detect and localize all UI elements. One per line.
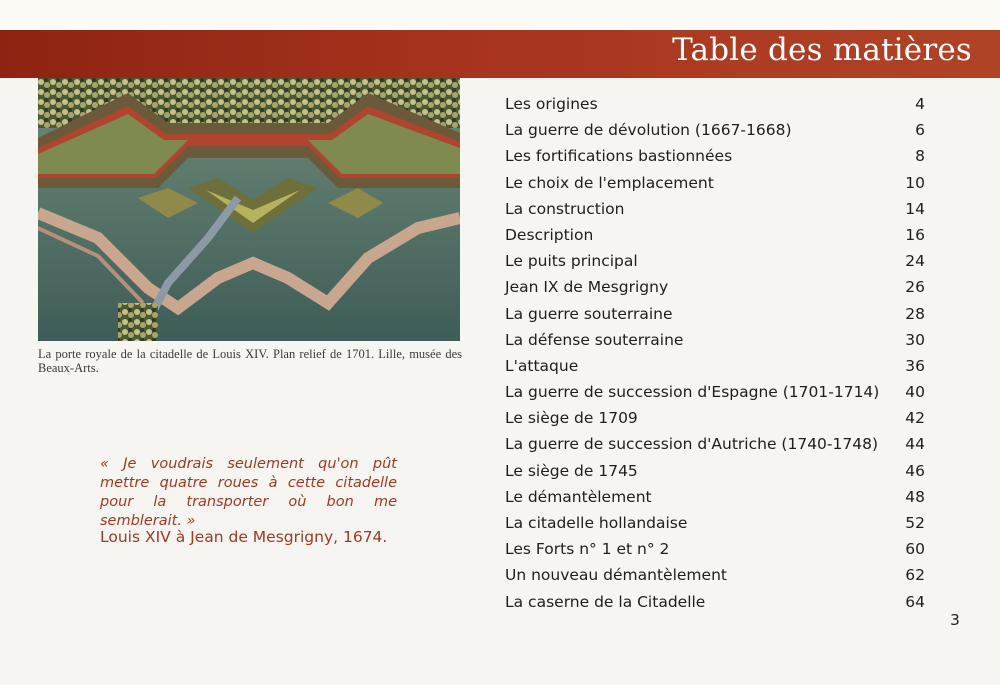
toc-entry[interactable] bbox=[505, 379, 925, 405]
toc-entry-page: 64 bbox=[905, 592, 925, 611]
toc-entry-page: 30 bbox=[905, 330, 925, 349]
toc-entry[interactable] bbox=[505, 196, 925, 222]
toc-entry-page: 44 bbox=[905, 435, 925, 454]
page-title: Table des matières bbox=[672, 32, 972, 68]
toc-entry-page: 16 bbox=[905, 225, 925, 244]
toc-entry[interactable] bbox=[505, 170, 925, 196]
toc-entry[interactable] bbox=[505, 143, 925, 169]
toc-entry-title: La guerre souterraine bbox=[505, 304, 673, 323]
toc-entry[interactable] bbox=[505, 589, 925, 615]
toc-entry-page: 26 bbox=[905, 278, 925, 297]
toc-entry[interactable] bbox=[505, 484, 925, 510]
toc-entry-title: Les origines bbox=[505, 95, 598, 113]
toc-entry-title: Le puits principal bbox=[505, 252, 638, 271]
toc-entry-page: 14 bbox=[905, 199, 925, 218]
citadel-relief-model-photo bbox=[38, 78, 460, 341]
toc-entry[interactable] bbox=[505, 301, 925, 327]
toc-entry[interactable] bbox=[505, 405, 925, 431]
toc-entry-page: 62 bbox=[905, 566, 925, 585]
toc-entry[interactable] bbox=[505, 510, 925, 536]
toc-entry-page: 24 bbox=[905, 252, 925, 271]
toc-entry-page: 52 bbox=[905, 514, 925, 532]
toc-entry-title: La construction bbox=[505, 199, 625, 218]
citadel-model-illustration bbox=[38, 78, 460, 341]
toc-entry-page: 46 bbox=[905, 461, 925, 480]
toc-entry[interactable] bbox=[505, 274, 925, 300]
toc-entry-page: 48 bbox=[905, 487, 925, 506]
toc-entry[interactable] bbox=[505, 91, 925, 117]
toc-entry[interactable] bbox=[505, 327, 925, 353]
toc-entry-title: Le démantèlement bbox=[505, 487, 652, 506]
toc-entry-title: Le siège de 1745 bbox=[505, 461, 638, 480]
toc-entry-title: La guerre de succession d'Autriche (1740-1748) bbox=[505, 435, 878, 454]
toc-entry-title: Jean IX de Mesgrigny bbox=[505, 278, 669, 297]
toc-entry[interactable] bbox=[505, 117, 925, 143]
toc-entry-title: Le choix de l'emplacement bbox=[505, 173, 714, 192]
toc-entry-page: 6 bbox=[915, 121, 925, 140]
toc-entry[interactable] bbox=[505, 458, 925, 484]
toc-entry[interactable] bbox=[505, 222, 925, 248]
toc-entry[interactable] bbox=[505, 536, 925, 562]
toc-entry-title: La citadelle hollandaise bbox=[505, 514, 688, 532]
toc-entry-title: Les fortifications bastionnées bbox=[505, 147, 733, 166]
toc-entry-page: 60 bbox=[905, 540, 925, 559]
toc-entry[interactable] bbox=[505, 431, 925, 457]
table-of-contents bbox=[505, 91, 925, 615]
toc-entry-title: Les Forts n° 1 et n° 2 bbox=[505, 540, 670, 559]
toc-entry-page: 42 bbox=[905, 409, 925, 428]
toc-entry-page: 40 bbox=[905, 383, 925, 402]
toc-entry-title: La caserne de la Citadelle bbox=[505, 592, 706, 611]
toc-entry[interactable] bbox=[505, 353, 925, 379]
toc-entry-page: 36 bbox=[905, 356, 925, 375]
toc-entry-title: Le siège de 1709 bbox=[505, 409, 638, 428]
quote-source: Louis XIV à Jean de Mesgrigny, 1674. bbox=[100, 528, 388, 546]
photo-caption: La porte royale de la citadelle de Louis XIV. Plan relief de 1701. Lille, musée des Beaux-Arts. bbox=[38, 347, 462, 375]
title-band bbox=[0, 30, 1000, 78]
louis-xiv-quote: « Je voudrais seulement qu'on pût mettre quatre roues à cette citadelle pour la transporter où bon me semblerait. » bbox=[100, 456, 397, 529]
page-number: 3 bbox=[950, 611, 960, 629]
toc-entry-page: 28 bbox=[905, 304, 925, 323]
toc-entry[interactable] bbox=[505, 562, 925, 588]
toc-entry-title: L'attaque bbox=[505, 356, 579, 375]
toc-entry-page: 10 bbox=[905, 173, 925, 192]
toc-entry-title: Un nouveau démantèlement bbox=[505, 566, 727, 585]
page-top-margin bbox=[0, 0, 1000, 30]
toc-entry-title: La défense souterraine bbox=[505, 330, 684, 349]
toc-entry-title: La guerre de succession d'Espagne (1701-1714) bbox=[505, 383, 880, 402]
toc-entry[interactable] bbox=[505, 248, 925, 274]
toc-entry-title: Description bbox=[505, 225, 594, 244]
toc-entry-title: La guerre de dévolution (1667-1668) bbox=[505, 121, 792, 140]
toc-entry-page: 8 bbox=[915, 147, 925, 166]
toc-entry-page: 4 bbox=[915, 95, 925, 113]
